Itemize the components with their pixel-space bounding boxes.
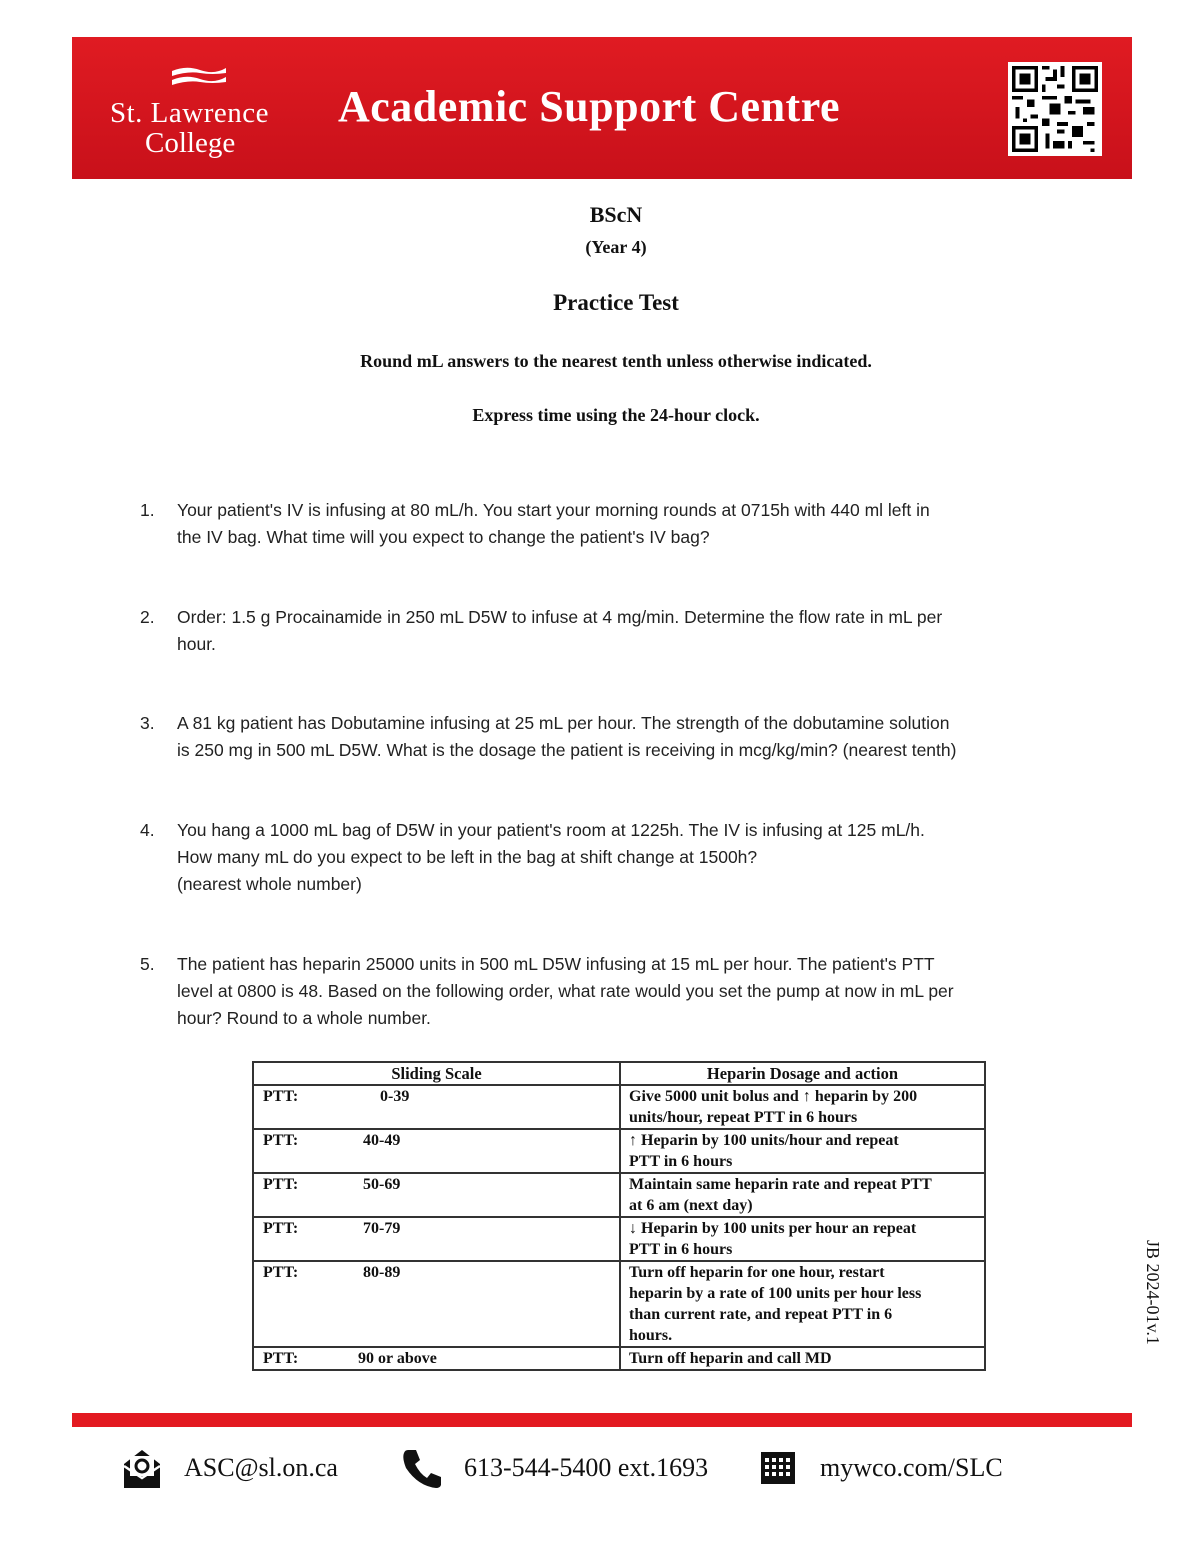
question-line: hour? Round to a whole number.	[177, 1008, 431, 1028]
ptt-label: PTT:	[263, 1350, 299, 1367]
table-row	[253, 1217, 985, 1261]
question-number: 1.	[140, 500, 155, 520]
document-code: JB 2024-01v.1	[1143, 1240, 1163, 1345]
contact-email[interactable]	[120, 1448, 338, 1488]
ptt-label: PTT:	[263, 1132, 299, 1149]
question-text	[177, 710, 1062, 764]
action-line: at 6 am (next day)	[629, 1197, 753, 1214]
scale-cell	[253, 1347, 620, 1370]
logo-line2: College	[145, 127, 236, 159]
action-line: Turn off heparin for one hour, restart	[629, 1264, 885, 1281]
question-line: A 81 kg patient has Dobutamine infusing at 25 mL per hour. The strength of the dobutamine solution	[177, 713, 950, 733]
action-cell	[620, 1347, 985, 1370]
question-number: 3.	[140, 713, 155, 733]
question-number: 2.	[140, 607, 155, 627]
logo-line1: St. Lawrence	[110, 97, 269, 129]
action-line: hours.	[629, 1327, 673, 1344]
header-banner	[72, 37, 1132, 179]
time-instruction: Express time using the 24-hour clock.	[472, 405, 760, 425]
scale-cell	[253, 1129, 620, 1173]
question-line: is 250 mg in 500 mL D5W. What is the dosage the patient is receiving in mcg/kg/min? (nearest tenth)	[177, 740, 957, 760]
question-line: Your patient's IV is infusing at 80 mL/h. You start your morning rounds at 0715h with 440 ml left in	[177, 500, 930, 520]
action-cell	[620, 1085, 985, 1129]
footer-divider	[72, 1413, 1132, 1427]
test-heading: Practice Test	[553, 290, 679, 315]
contact-phone[interactable]	[400, 1448, 708, 1488]
action-cell	[620, 1129, 985, 1173]
email-text[interactable]: ASC@sl.on.ca	[184, 1453, 338, 1482]
phone-icon	[400, 1446, 444, 1490]
question-line: The patient has heparin 25000 units in 500 mL D5W infusing at 15 mL per hour. The patient's PTT	[177, 954, 935, 974]
ptt-range: 70-79	[363, 1220, 401, 1237]
qr-code-icon[interactable]	[1008, 62, 1102, 156]
action-line: units/hour, repeat PTT in 6 hours	[629, 1109, 858, 1126]
year-heading: (Year 4)	[585, 237, 647, 257]
action-line: Turn off heparin and call MD	[629, 1350, 832, 1367]
action-line: than current rate, and repeat PTT in 6	[629, 1306, 893, 1323]
calendar-icon	[760, 1450, 796, 1486]
question-line: hour.	[177, 634, 216, 654]
action-line: ↓ Heparin by 100 units per hour an repeat	[629, 1220, 917, 1237]
table-row	[253, 1129, 985, 1173]
action-line: heparin by a rate of 100 units per hour less	[629, 1285, 922, 1302]
ptt-range: 40-49	[363, 1132, 401, 1149]
scale-cell	[253, 1217, 620, 1261]
action-line: PTT in 6 hours	[629, 1241, 733, 1258]
column-header: Heparin Dosage and action	[620, 1062, 985, 1085]
ptt-label: PTT:	[263, 1264, 299, 1281]
table-row	[253, 1261, 985, 1347]
email-icon	[120, 1446, 164, 1490]
ptt-range: 80-89	[363, 1264, 401, 1281]
question-text	[177, 951, 1062, 1032]
contact-website[interactable]	[760, 1448, 1003, 1488]
action-cell	[620, 1217, 985, 1261]
sliding-scale-table	[252, 1061, 986, 1371]
page-title: Academic Support Centre	[338, 82, 840, 131]
question-line: the IV bag. What time will you expect to change the patient's IV bag?	[177, 527, 710, 547]
question-text	[177, 497, 1062, 551]
ptt-range: 90 or above	[358, 1350, 437, 1367]
question-line: How many mL do you expect to be left in the bag at shift change at 1500h?	[177, 847, 758, 867]
ptt-label: PTT:	[263, 1176, 299, 1193]
column-header: Sliding Scale	[253, 1062, 620, 1085]
table-row	[253, 1085, 985, 1129]
question-line: (nearest whole number)	[177, 874, 362, 894]
scale-cell	[253, 1085, 620, 1129]
action-cell	[620, 1173, 985, 1217]
question-number: 5.	[140, 954, 155, 974]
website-text[interactable]: mywco.com/SLC	[820, 1453, 1003, 1482]
ptt-label: PTT:	[263, 1220, 299, 1237]
phone-text[interactable]: 613-544-5400 ext.1693	[464, 1453, 709, 1482]
heparin-table	[252, 1061, 986, 1371]
scale-cell	[253, 1261, 620, 1347]
scale-cell	[253, 1173, 620, 1217]
program-heading: BScN	[589, 202, 643, 227]
action-line: Maintain same heparin rate and repeat PTT	[629, 1176, 932, 1193]
question-line: Order: 1.5 g Procainamide in 250 mL D5W to infuse at 4 mg/min. Determine the flow rate in mL per	[177, 607, 943, 627]
rounding-instruction: Round mL answers to the nearest tenth unless otherwise indicated.	[360, 351, 872, 371]
ptt-range: 50-69	[363, 1176, 401, 1193]
action-cell	[620, 1261, 985, 1347]
question-number: 4.	[140, 820, 155, 840]
action-line: PTT in 6 hours	[629, 1153, 733, 1170]
table-row	[253, 1347, 985, 1370]
logo-waves-icon	[170, 65, 228, 91]
question-text	[177, 604, 1062, 658]
question-text	[177, 817, 1062, 898]
college-logo	[110, 65, 290, 165]
action-line: Give 5000 unit bolus and ↑ heparin by 200	[629, 1088, 918, 1105]
table-header-row	[253, 1062, 985, 1085]
ptt-label: PTT:	[263, 1088, 299, 1105]
question-line: level at 0800 is 48. Based on the following order, what rate would you set the pump at now in mL per	[177, 981, 954, 1001]
ptt-range: 0-39	[380, 1088, 410, 1105]
action-line: ↑ Heparin by 100 units/hour and repeat	[629, 1132, 899, 1149]
question-line: You hang a 1000 mL bag of D5W in your patient's room at 1225h. The IV is infusing at 125 mL/h.	[177, 820, 925, 840]
table-row	[253, 1173, 985, 1217]
